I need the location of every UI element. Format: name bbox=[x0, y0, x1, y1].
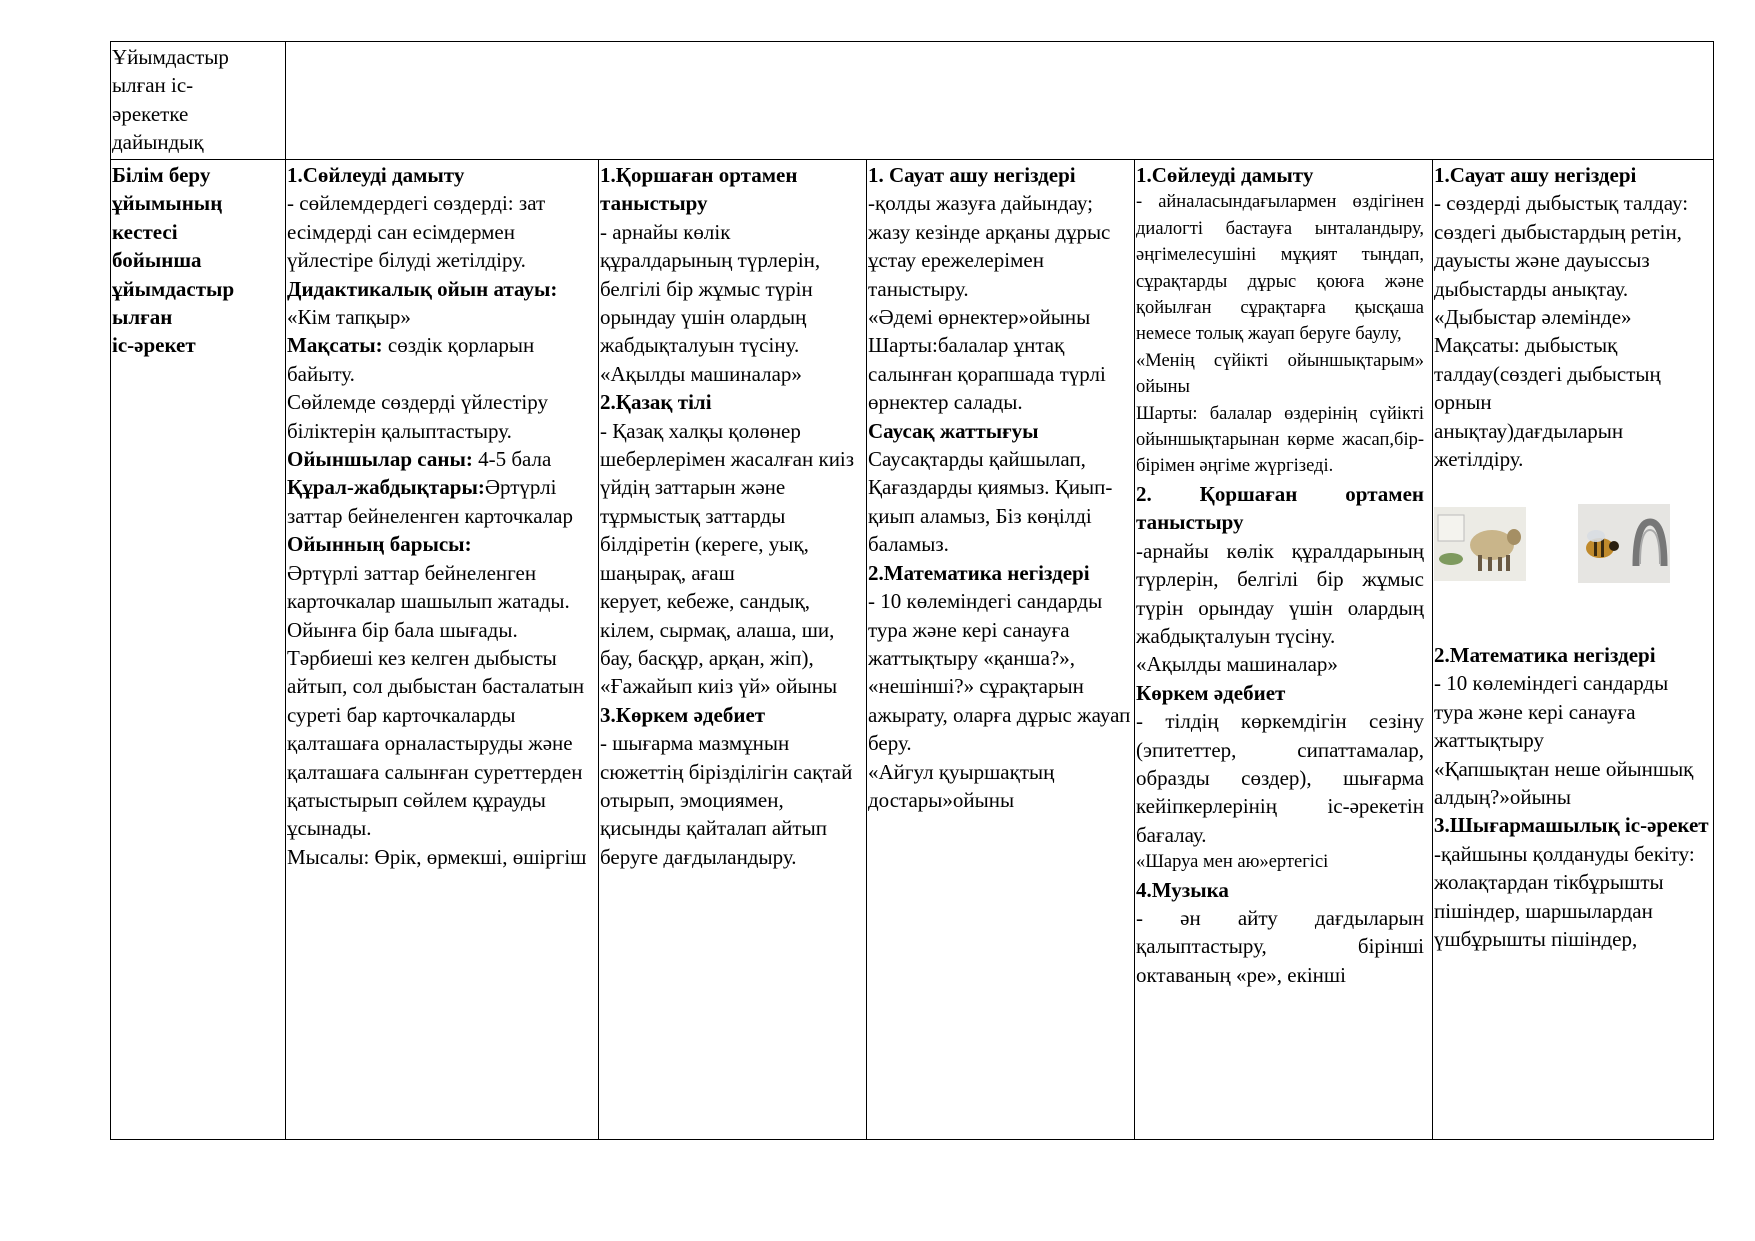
paragraph-text: Әртүрлі заттар бейнеленген карточкалар шашылып жатады. bbox=[287, 560, 570, 614]
paragraph bbox=[1136, 161, 1424, 189]
bold-heading: 1.Сауат ашу негіздері bbox=[1434, 163, 1637, 187]
paragraph bbox=[1434, 303, 1712, 331]
paragraph-text: «Әдемі өрнектер»ойыны bbox=[868, 305, 1091, 330]
table-border-bottom bbox=[110, 1139, 1714, 1140]
paragraph-text: 4-5 бала bbox=[472, 447, 552, 472]
paragraph-text: -қолды жазуға дайындау; жазу кезінде арқаны дұрыс ұстау ережелерімен таныстыру. bbox=[868, 191, 1111, 301]
paragraph-text: - Қазақ халқы қолөнер шеберлерімен жасалған киіз үйдің заттарын және тұрмыстық заттарды білдіретін (кереге, уық, шаңырақ, ағаш bbox=[600, 418, 855, 585]
bold-heading: 2. Қоршаған ортамен таныстыру bbox=[1136, 481, 1424, 535]
paragraph bbox=[287, 530, 599, 558]
paragraph bbox=[600, 360, 868, 388]
paragraph bbox=[1136, 348, 1424, 401]
paragraph-text: - сөйлемдердегі сөздерді: зат есімдерді сан есімдермен үйлестіре білуді жетілдіру. bbox=[287, 191, 546, 273]
paragraph bbox=[1136, 650, 1424, 678]
paragraph bbox=[1434, 669, 1712, 754]
paragraph bbox=[1136, 480, 1424, 537]
table-border-top bbox=[110, 41, 1714, 42]
paragraph bbox=[868, 161, 1136, 189]
paragraph-text: «Ақылды машиналар» bbox=[1136, 652, 1338, 677]
paragraph bbox=[600, 701, 868, 729]
paragraph bbox=[868, 445, 1136, 559]
paragraph-text: «Айгул қуыршақтың достары»ойыны bbox=[868, 759, 1055, 812]
paragraph bbox=[287, 189, 599, 274]
paragraph bbox=[600, 388, 868, 416]
paragraph-text: «Кім тапқыр» bbox=[287, 305, 411, 330]
bold-heading: 2.Математика негіздері bbox=[1434, 643, 1656, 667]
paragraph-text: - 10 көлеміндегі сандарды тура және кері санауға жаттықтыру bbox=[1434, 671, 1669, 753]
paragraph bbox=[1136, 189, 1424, 347]
row1-label: Ұйымдастыр ылған іс- әрекетке дайындық bbox=[112, 45, 229, 155]
paragraph bbox=[868, 417, 1136, 445]
paragraph-text: - шығарма мазмұнын сюжеттің бірізділігін сақтай отырып, эмоциямен, қисынды қайталап айтып беруге дағдыландыру. bbox=[600, 731, 853, 869]
paragraph bbox=[287, 331, 599, 388]
paragraph bbox=[1136, 904, 1424, 989]
paragraph bbox=[287, 275, 599, 332]
day-column-2 bbox=[600, 161, 868, 1136]
paragraph-text-small: «Менің сүйікті ойыншықтарым» ойыны bbox=[1136, 350, 1424, 398]
paragraph bbox=[868, 331, 1136, 416]
bold-heading: 1.Сөйлеуді дамыту bbox=[1136, 163, 1314, 187]
paragraph-text: «Ақылды машиналар» bbox=[600, 361, 802, 386]
table-border-left bbox=[110, 41, 111, 1140]
paragraph-text: анықтау)дағдыларын жетілдіру. bbox=[1434, 418, 1624, 472]
paragraph bbox=[1434, 641, 1712, 669]
paragraph bbox=[1136, 401, 1424, 480]
paragraph bbox=[600, 417, 868, 587]
paragraph-text: -арнайы көлік құралдарының түрлерін, белгілі бір жұмыс түрін орындау үшін олардың жабдықталуын түсіну. bbox=[1136, 538, 1424, 648]
bold-heading: Саусақ жаттығуы bbox=[868, 418, 1039, 443]
paragraph-text: Сөйлемде сөздерді үйлестіру біліктерін қалыптастыру. bbox=[287, 390, 548, 443]
sheep-card-icon bbox=[1434, 507, 1526, 581]
paragraph bbox=[1136, 849, 1424, 875]
bold-heading: Дидактикалық ойын атауы: bbox=[287, 276, 558, 301]
paragraph-text: Шарты:балалар ұнтақ салынған қорапшада түрлі өрнектер салады. bbox=[868, 333, 1106, 415]
paragraph bbox=[287, 445, 599, 473]
paragraph bbox=[287, 388, 599, 445]
paragraph bbox=[600, 672, 868, 700]
paragraph bbox=[600, 587, 868, 672]
paragraph-text: Әртүрлі заттар бейнеленген карточкалар bbox=[287, 475, 574, 528]
paragraph bbox=[868, 559, 1136, 587]
bold-heading: Көркем әдебиет bbox=[1136, 680, 1286, 705]
paragraph-text: Ойынға бір бала шығады. Тәрбиеші кез келген дыбысты айтып, сол дыбыстан басталатын суреті бар карточкаларды қалташаға орналастыруды және қалташаға салынған суреттерден қатыстырып сөйлем құрауды ұсынады. bbox=[287, 617, 585, 841]
bold-heading: 3.Көркем әдебиет bbox=[600, 702, 766, 727]
bold-heading: 1. Сауат ашу негіздері bbox=[868, 163, 1076, 187]
paragraph bbox=[1434, 331, 1712, 416]
bold-heading: 1.Сөйлеуді дамыту bbox=[287, 163, 465, 187]
day-column-5-top bbox=[1434, 161, 1712, 473]
row-divider bbox=[110, 159, 1714, 160]
paragraph bbox=[1434, 417, 1712, 474]
row2-label-cell bbox=[112, 161, 284, 360]
paragraph-text: - тілдің көркемдігін сезіну (эпитеттер, сипаттамалар, образды сөздер), шығарма кейіпкерлерінің іс-әрекетін бағалау. bbox=[1136, 709, 1424, 847]
paragraph bbox=[1434, 755, 1712, 812]
paragraph-text: - сөздерді дыбыстық талдау: сөздегі дыбыстардың ретін, дауысты және дауыссыз дыбыстарды анықтау. bbox=[1434, 191, 1689, 301]
paragraph-text: - 10 көлеміндегі сандарды тура және кері санауға жаттықтыру «қанша?», «нешінші?» сұрақтарын ажырату, оларға дұрыс жауап беру. bbox=[868, 589, 1131, 756]
paragraph-text: Мақсаты: дыбыстық талдау(сөздегі дыбыстың орнын bbox=[1434, 333, 1661, 415]
paragraph-text-small: Шарты: балалар өздерінің сүйікті ойыншықтарынан көрме жасап,бір-бірімен әңгіме жүргізеді. bbox=[1136, 403, 1424, 477]
bee-card-icon bbox=[1578, 504, 1670, 583]
paragraph-text-small: - айналасындағылармен өздігінен диалогті бастауға ынталандыру, әңгімелесушіні мұқият тыңдап, сұрақтарды дұрыс қоюға және қойылған сұрақтарға қысқаша немесе толық жауап беруге баулу, bbox=[1136, 192, 1424, 345]
day-column-1 bbox=[287, 161, 599, 1136]
paragraph bbox=[1434, 840, 1712, 954]
paragraph bbox=[1434, 161, 1712, 189]
paragraph bbox=[600, 161, 868, 218]
bold-heading: Ойыншылар саны: bbox=[287, 447, 473, 472]
paragraph bbox=[287, 473, 599, 530]
paragraph-text: Саусақтарды қайшылап, Қағаздарды қиямыз. Қиып-қиып аламыз, Біз көңілді баламыз. bbox=[868, 447, 1113, 557]
paragraph bbox=[1136, 876, 1424, 904]
column-divider bbox=[1432, 159, 1433, 1140]
day-column-5-bottom bbox=[1434, 641, 1712, 953]
paragraph-text: сөздік қорларын байыту. bbox=[287, 333, 535, 386]
paragraph bbox=[287, 616, 599, 843]
paragraph-text: «Ғажайып киіз үй» ойыны bbox=[600, 674, 838, 699]
lesson-plan-table bbox=[110, 41, 1714, 1139]
paragraph-text: - арнайы көлік құралдарының түрлерін, белгілі бір жұмыс түрін орындау үшін олардың жабдықталуын түсіну. bbox=[600, 219, 821, 358]
paragraph-text: Мысалы: Өрік, өрмекші, өшіргіш bbox=[287, 844, 587, 869]
paragraph bbox=[1434, 189, 1712, 303]
bold-heading: 2.Қазақ тілі bbox=[600, 390, 712, 415]
day-column-3 bbox=[868, 161, 1136, 1136]
paragraph bbox=[1136, 537, 1424, 651]
bold-heading: 1.Қоршаған ортамен таныстыру bbox=[600, 163, 798, 216]
paragraph bbox=[1136, 707, 1424, 849]
bold-heading: 3.Шығармашылық іс-әрекет bbox=[1434, 813, 1709, 838]
table-border-right bbox=[1713, 41, 1714, 1140]
bold-heading: 4.Музыка bbox=[1136, 877, 1229, 902]
paragraph bbox=[868, 303, 1136, 331]
paragraph bbox=[1136, 679, 1424, 707]
bold-heading: Ойынның барысы: bbox=[287, 532, 472, 557]
paragraph-text: «Дыбыстар әлемінде» bbox=[1434, 305, 1632, 330]
paragraph-text: «Қапшықтан неше ойыншық алдың?»ойыны bbox=[1434, 756, 1694, 810]
paragraph bbox=[287, 559, 599, 616]
paragraph-text: -қайшыны қолдануды бекіту: жолақтардан тікбұрышты пішіндер, шаршылардан үшбұрышты пішіндер, bbox=[1434, 841, 1695, 952]
paragraph-text: - ән айту дағдыларын қалыптастыру, бірінші октаваның «ре», екінші bbox=[1136, 905, 1424, 987]
column-divider bbox=[285, 41, 286, 1140]
paragraph bbox=[868, 587, 1136, 757]
bold-heading: Құрал-жабдықтары: bbox=[287, 475, 485, 500]
paragraph bbox=[287, 843, 599, 871]
paragraph bbox=[600, 218, 868, 360]
paragraph bbox=[600, 729, 868, 871]
paragraph-text: керует, кебеже, сандық, кілем, сырмақ, алаша, ши, бау, басқұр, арқан, жіп), bbox=[600, 589, 835, 670]
paragraph bbox=[868, 758, 1136, 815]
paragraph-text-small: «Шаруа мен аю»ертегісі bbox=[1136, 852, 1329, 873]
row1-label-cell bbox=[112, 43, 284, 159]
bold-heading: Мақсаты: bbox=[287, 333, 383, 358]
row2-label: Білім беру ұйымының кестесі бойынша ұйымдастыр ылған іс-әрекет bbox=[112, 163, 235, 358]
paragraph bbox=[1434, 811, 1712, 839]
day-column-4 bbox=[1136, 161, 1424, 1136]
paragraph bbox=[868, 189, 1136, 303]
bold-heading: 2.Математика негіздері bbox=[868, 560, 1090, 585]
paragraph bbox=[287, 161, 599, 189]
